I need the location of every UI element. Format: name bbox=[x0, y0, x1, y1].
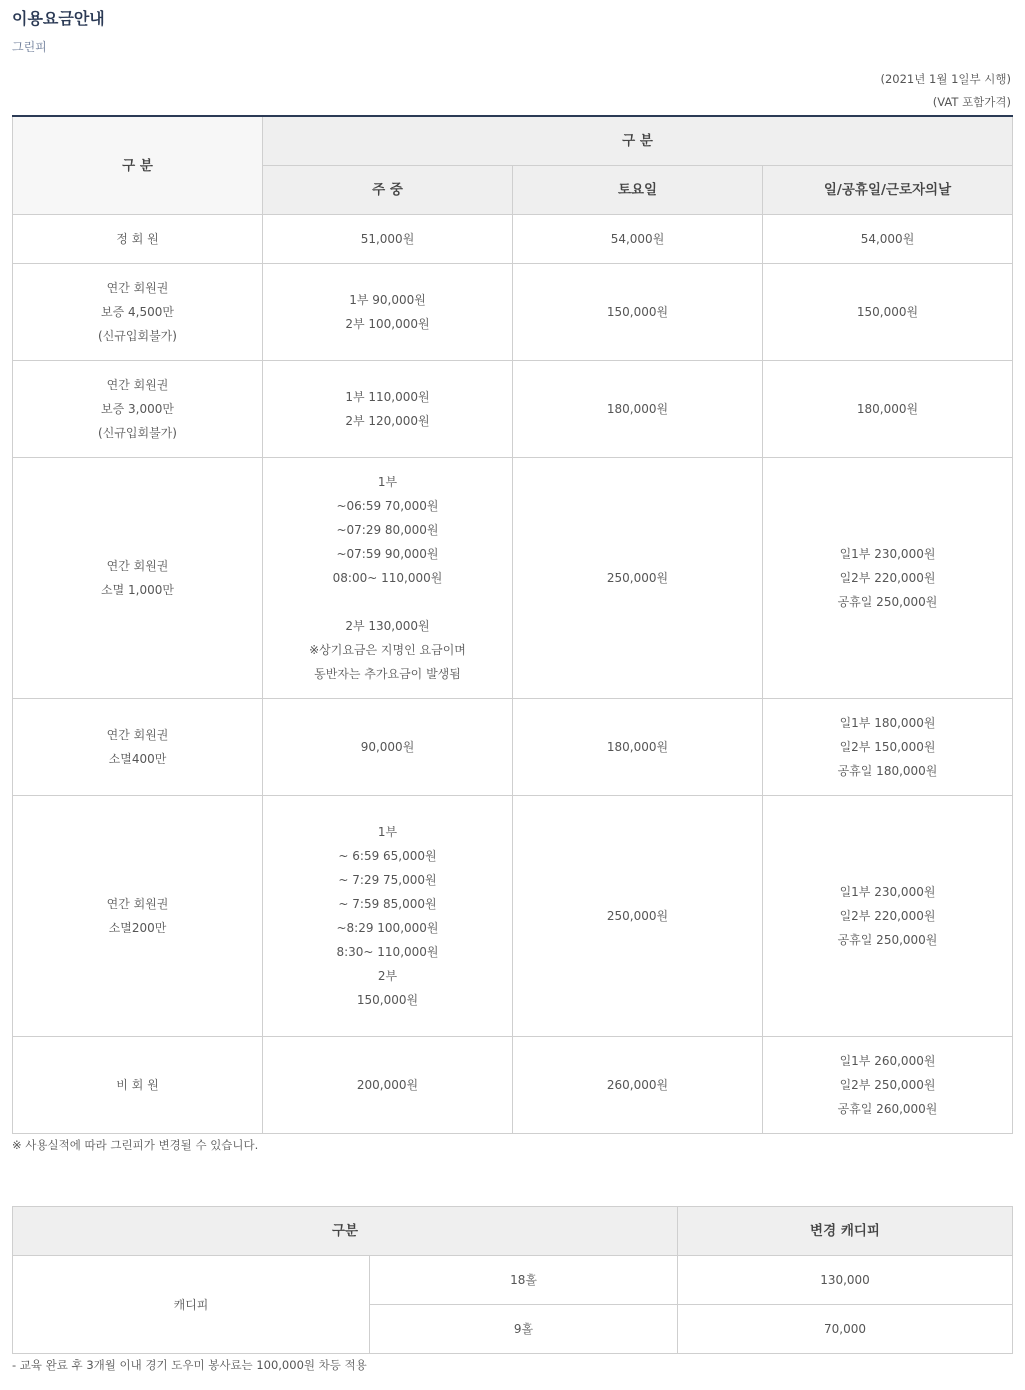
cell-line: 2부 130,000원 bbox=[345, 619, 430, 633]
caddy-holes-18: 18홀 bbox=[370, 1256, 678, 1305]
table-row bbox=[13, 699, 1013, 796]
cell-line: 공휴일 180,000원 bbox=[837, 764, 938, 778]
cell-line: 51,000원 bbox=[360, 232, 415, 246]
saturday-fee bbox=[513, 264, 763, 361]
cell-line: ~8:29 100,000원 bbox=[336, 921, 439, 935]
cell-line: 150,000원 bbox=[356, 993, 419, 1007]
saturday-fee bbox=[513, 1037, 763, 1134]
cell-line: 150,000원 bbox=[606, 305, 669, 319]
cell-line: 2부 120,000원 bbox=[345, 414, 430, 428]
cell-line: 연간 회원권 bbox=[106, 281, 169, 295]
holiday-fee bbox=[763, 458, 1013, 699]
table-row bbox=[13, 361, 1013, 458]
weekday-fee bbox=[263, 264, 513, 361]
table-row bbox=[13, 796, 1013, 1037]
cell-line: 일1부 230,000원 bbox=[839, 885, 936, 899]
cell-line: 200,000원 bbox=[356, 1078, 419, 1092]
cell-line: 08:00~ 110,000원 bbox=[332, 571, 443, 585]
cell-line: 260,000원 bbox=[606, 1078, 669, 1092]
column-header-holiday: 일/공휴일/근로자의날 bbox=[763, 166, 1013, 215]
cell-line: 보증 4,500만 bbox=[101, 305, 174, 319]
table-row bbox=[13, 264, 1013, 361]
fee-table-body bbox=[13, 215, 1013, 1134]
cell-line: ~ 7:29 75,000원 bbox=[338, 873, 437, 887]
cell-line: (신규입회불가) bbox=[98, 329, 177, 343]
weekday-fee bbox=[263, 215, 513, 264]
cell-line: 180,000원 bbox=[856, 402, 919, 416]
cell-line: 2부 bbox=[377, 969, 398, 983]
saturday-fee bbox=[513, 699, 763, 796]
saturday-fee bbox=[513, 458, 763, 699]
green-fee-table bbox=[12, 115, 1013, 1134]
caddy-fee-18: 130,000 bbox=[678, 1256, 1013, 1305]
page-title: 이용요금안내 bbox=[12, 9, 105, 28]
cell-line: 소멸400만 bbox=[108, 752, 167, 766]
holiday-fee bbox=[763, 1037, 1013, 1134]
cell-line: 동반자는 추가요금이 발생됨 bbox=[314, 667, 461, 681]
cell-line: 250,000원 bbox=[606, 571, 669, 585]
weekday-fee bbox=[263, 699, 513, 796]
cell-line: ~ 7:59 85,000원 bbox=[338, 897, 437, 911]
cell-line: 일1부 260,000원 bbox=[839, 1054, 936, 1068]
cell-line: 일2부 220,000원 bbox=[839, 909, 936, 923]
weekday-fee bbox=[263, 361, 513, 458]
cell-line: 일1부 180,000원 bbox=[839, 716, 936, 730]
row-label bbox=[13, 361, 263, 458]
cell-line: 250,000원 bbox=[606, 909, 669, 923]
cell-line bbox=[263, 590, 512, 614]
cell-line: 연간 회원권 bbox=[106, 728, 169, 742]
cell-line: ~ 6:59 65,000원 bbox=[338, 849, 437, 863]
cell-line: 공휴일 250,000원 bbox=[837, 933, 938, 947]
cell-line: 1부 110,000원 bbox=[345, 390, 430, 404]
holiday-fee bbox=[763, 264, 1013, 361]
cell-line: (신규입회불가) bbox=[98, 426, 177, 440]
row-label bbox=[13, 215, 263, 264]
cell-line: 공휴일 260,000원 bbox=[837, 1102, 938, 1116]
cell-line: 일2부 150,000원 bbox=[839, 740, 936, 754]
cell-line: 1부 bbox=[377, 475, 398, 489]
cell-line: 90,000원 bbox=[360, 740, 415, 754]
effective-date-note: (2021년 1월 1일부 시행) bbox=[880, 72, 1011, 86]
holiday-fee bbox=[763, 215, 1013, 264]
caddy-holes-9: 9홀 bbox=[370, 1305, 678, 1354]
caddy-footnote: - 교육 완료 후 3개월 이내 경기 도우미 봉사료는 100,000원 차등 적용 bbox=[12, 1358, 367, 1372]
row-label bbox=[13, 458, 263, 699]
cell-line: 소멸 1,000만 bbox=[101, 583, 174, 597]
cell-line: 보증 3,000만 bbox=[101, 402, 174, 416]
cell-line: ~06:59 70,000원 bbox=[336, 499, 439, 513]
cell-line: 공휴일 250,000원 bbox=[837, 595, 938, 609]
table-row bbox=[13, 1037, 1013, 1134]
table-row bbox=[13, 1256, 1013, 1305]
green-fee-footnote: ※ 사용실적에 따라 그린피가 변경될 수 있습니다. bbox=[12, 1138, 259, 1152]
cell-line: ※상기요금은 지명인 요금이며 bbox=[309, 643, 466, 657]
holiday-fee bbox=[763, 796, 1013, 1037]
cell-line: 일1부 230,000원 bbox=[839, 547, 936, 561]
cell-line: 8:30~ 110,000원 bbox=[336, 945, 439, 959]
holiday-fee bbox=[763, 699, 1013, 796]
caddy-fee-9: 70,000 bbox=[678, 1305, 1013, 1354]
cell-line: 정 회 원 bbox=[116, 232, 159, 246]
caddy-header-category: 구분 bbox=[13, 1207, 678, 1256]
group-header: 구 분 bbox=[263, 116, 1013, 166]
cell-line: 54,000원 bbox=[860, 232, 915, 246]
cell-line: 비 회 원 bbox=[116, 1078, 159, 1092]
cell-line: 2부 100,000원 bbox=[345, 317, 430, 331]
cell-line: 180,000원 bbox=[606, 740, 669, 754]
corner-header: 구 분 bbox=[13, 116, 263, 215]
caddy-header-fee: 변경 캐디피 bbox=[678, 1207, 1013, 1256]
cell-line: 1부 bbox=[377, 825, 398, 839]
cell-line: 소멸200만 bbox=[108, 921, 167, 935]
row-label bbox=[13, 264, 263, 361]
section-subtitle: 그린피 bbox=[12, 40, 47, 54]
cell-line: 연간 회원권 bbox=[106, 559, 169, 573]
weekday-fee bbox=[263, 1037, 513, 1134]
column-header-weekday: 주 중 bbox=[263, 166, 513, 215]
cell-line: 연간 회원권 bbox=[106, 378, 169, 392]
cell-line: ~07:59 90,000원 bbox=[336, 547, 439, 561]
row-label bbox=[13, 699, 263, 796]
row-label bbox=[13, 796, 263, 1037]
cell-line: 54,000원 bbox=[610, 232, 665, 246]
table-row bbox=[13, 458, 1013, 699]
table-row bbox=[13, 215, 1013, 264]
column-header-saturday: 토요일 bbox=[513, 166, 763, 215]
cell-line: 연간 회원권 bbox=[106, 897, 169, 911]
saturday-fee bbox=[513, 215, 763, 264]
cell-line: 1부 90,000원 bbox=[349, 293, 426, 307]
cell-line: ~07:29 80,000원 bbox=[336, 523, 439, 537]
cell-line: 180,000원 bbox=[606, 402, 669, 416]
holiday-fee bbox=[763, 361, 1013, 458]
caddy-label: 캐디피 bbox=[13, 1256, 370, 1354]
saturday-fee bbox=[513, 361, 763, 458]
vat-note: (VAT 포함가격) bbox=[932, 95, 1011, 109]
cell-line: 일2부 250,000원 bbox=[839, 1078, 936, 1092]
cell-line: 일2부 220,000원 bbox=[839, 571, 936, 585]
caddy-fee-table bbox=[12, 1206, 1013, 1354]
weekday-fee bbox=[263, 796, 513, 1037]
row-label bbox=[13, 1037, 263, 1134]
cell-line: 150,000원 bbox=[856, 305, 919, 319]
weekday-fee bbox=[263, 458, 513, 699]
saturday-fee bbox=[513, 796, 763, 1037]
